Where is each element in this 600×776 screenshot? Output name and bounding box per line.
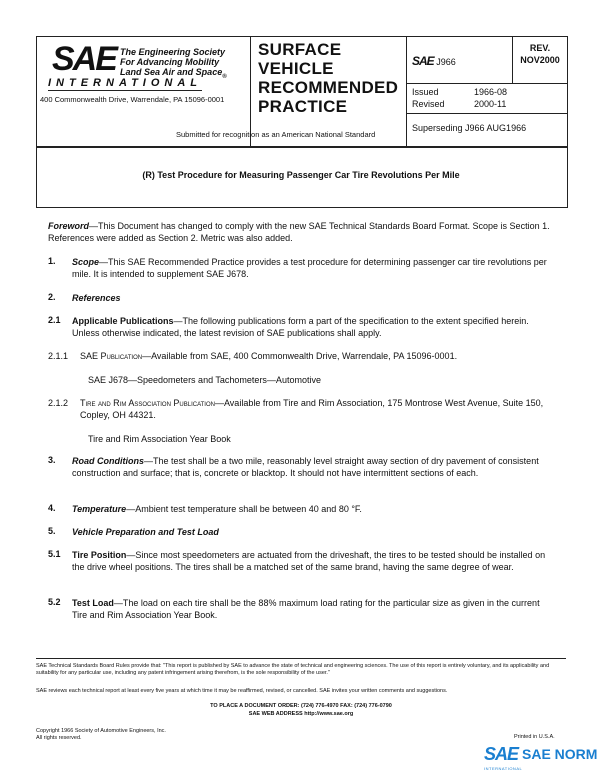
- section-5-2-text: —The load on each tire shall be the 88% maximum load rating for the particular size as given in the current Tire and Rim Association Year Book.: [72, 598, 540, 620]
- revised-label: Revised: [412, 99, 445, 109]
- section-2-1-1: [80, 350, 552, 362]
- doc-number: J966: [436, 57, 456, 67]
- header-rule-2: [406, 113, 567, 114]
- section-2-1-number: 2.1: [48, 315, 61, 325]
- section-5-label: Vehicle Preparation and Test Load: [72, 527, 219, 537]
- section-2-1-1-text: —Available from SAE, 400 Commonwealth Drive, Warrendale, PA 15096-0001.: [142, 351, 458, 361]
- section-4-label: Temperature: [72, 504, 127, 514]
- superseding: Superseding J966 AUG1966: [412, 123, 527, 133]
- international-label: INTERNATIONAL: [48, 77, 203, 89]
- section-5-1-number: 5.1: [48, 549, 61, 559]
- issued-label: Issued: [412, 87, 439, 97]
- section-2-1-1-label: SAE Publication: [80, 351, 143, 361]
- section-1-number: 1.: [48, 256, 56, 266]
- section-1: [72, 256, 552, 280]
- copyright-1: Copyright 1966 Society of Automotive Engineers, Inc.: [36, 728, 166, 734]
- issued-row: [412, 86, 507, 98]
- society-line-3-text: Land Sea Air and Space: [120, 67, 223, 77]
- section-2-label: References: [72, 293, 121, 303]
- section-5-1-label: Tire Position: [72, 550, 127, 560]
- issued-value: 1966-08: [474, 87, 508, 97]
- footer-order-line: TO PLACE A DOCUMENT ORDER: (724) 776-4970 FAX: (724) 776-0790: [210, 703, 392, 709]
- section-4-number: 4.: [48, 503, 56, 513]
- section-1-text: —This SAE Recommended Practice provides a test procedure for determining passenger car tire revolutions per mile. It is intended to supplement SAE J678.: [72, 257, 547, 279]
- section-2-1-1-item: SAE J678—Speedometers and Tachometers—Automotive: [88, 375, 321, 385]
- submitted-note: Submitted for recognition as an American National Standard: [176, 130, 376, 139]
- society-line-2: For Advancing Mobility: [120, 57, 220, 67]
- section-4: [72, 503, 552, 515]
- section-2-1: [72, 315, 552, 339]
- watermark-sub: INTERNATIONAL: [484, 766, 523, 771]
- footer-policy-1: SAE Technical Standards Board Rules provide that: "This report is published by SAE to advance the state of technical and engineering sciences. The use of this report is entirely voluntary, and its applicability and suitability for any particular use, including any patent infringement arising therefrom, is the sole responsibility of the user.": [36, 663, 550, 676]
- section-5-2-number: 5.2: [48, 597, 61, 607]
- document-title: (R) Test Procedure for Measuring Passenger Car Tire Revolutions Per Mile: [142, 170, 460, 180]
- doc-type-line-1: SURFACE: [258, 40, 342, 59]
- foreword-text: —This Document has changed to comply with the new SAE Technical Standards Board Format. Scope is Section 1. References were added as Section 2. Metric was also added.: [48, 221, 550, 243]
- doc-type-line-3: RECOMMENDED: [258, 78, 399, 97]
- header-divider-2: [406, 36, 407, 146]
- section-2-1-2-label: Tire and Rim Association Publication: [80, 398, 215, 408]
- section-2-1-2: [80, 397, 552, 421]
- rev-value: NOV2000: [520, 55, 560, 65]
- section-2-1-2-text: —Available from Tire and Rim Association, 175 Montrose West Avenue, Suite 150, Copley, OH 44321.: [80, 398, 544, 420]
- revision-block: [513, 42, 567, 66]
- footer-policy-2: SAE reviews each technical report at least every five years at which time it may be reaffirmed, revised, or cancelled. SAE invites your written comments and suggestions.: [36, 688, 448, 694]
- printed-in: Printed in U.S.A.: [514, 734, 555, 740]
- section-4-text: —Ambient test temperature shall be between 40 and 80 °F.: [126, 504, 362, 514]
- section-2-1-1-number: 2.1.1: [48, 351, 69, 361]
- section-3-text: —The test shall be a two mile, reasonably level straight away section of dry pavement of consistent construction and surface; that is, concrete or blacktop. It should not have intermittent sections of each.: [72, 456, 539, 478]
- footer-rule: [36, 658, 566, 659]
- section-2-number: 2.: [48, 292, 56, 302]
- society-line-1: The Engineering Society: [120, 47, 226, 57]
- section-3: [72, 455, 552, 479]
- header-rule: [406, 83, 567, 84]
- doc-type-line-4: PRACTICE: [258, 97, 348, 116]
- issue-dates: [412, 86, 507, 110]
- doc-sae-logo: SAE: [412, 54, 434, 68]
- section-2-1-2-number: 2.1.2: [48, 398, 69, 408]
- watermark: [484, 744, 598, 774]
- section-1-label: Scope: [72, 257, 100, 267]
- sae-logo: SAE: [52, 40, 116, 78]
- section-5-2-label: Test Load: [72, 598, 114, 608]
- watermark-logo: SAE: [484, 744, 519, 764]
- section-5-number: 5.: [48, 526, 56, 536]
- footer-web-line: SAE WEB ADDRESS http://www.sae.org: [248, 711, 354, 717]
- foreword-label: Foreword: [48, 221, 90, 231]
- registered-mark: ®: [222, 73, 227, 80]
- section-5-1: [72, 549, 552, 573]
- copyright-2: All rights reserved.: [36, 735, 82, 741]
- section-2-1-2-item: Tire and Rim Association Year Book: [88, 434, 231, 444]
- doc-type-line-2: VEHICLE: [258, 59, 334, 78]
- section-5-2: [72, 597, 552, 621]
- revised-row: [412, 98, 507, 110]
- document-type: [258, 40, 398, 116]
- section-2-1-label: Applicable Publications: [72, 316, 174, 326]
- foreword: [48, 220, 552, 244]
- section-3-number: 3.: [48, 455, 56, 465]
- section-3-label: Road Conditions: [72, 456, 144, 466]
- rev-label: REV.: [529, 43, 551, 53]
- section-2-1-text: —The following publications form a part of the specification to the extent specified herein. Unless otherwise indicated, the latest revision of SAE publications shall apply.: [72, 316, 529, 338]
- address: 400 Commonwealth Drive, Warrendale, PA 15096-0001: [40, 95, 225, 104]
- doc-number-block: [412, 54, 456, 68]
- section-5-1-text: —Since most speedometers are actuated from the driveshaft, the tires to be tested should be installed on the drive wheel positions. The tires shall be a matched set of the same brand, having the same degree of wear.: [72, 550, 546, 572]
- revised-value: 2000-11: [474, 99, 507, 109]
- watermark-text: SAE NORM: [522, 746, 598, 762]
